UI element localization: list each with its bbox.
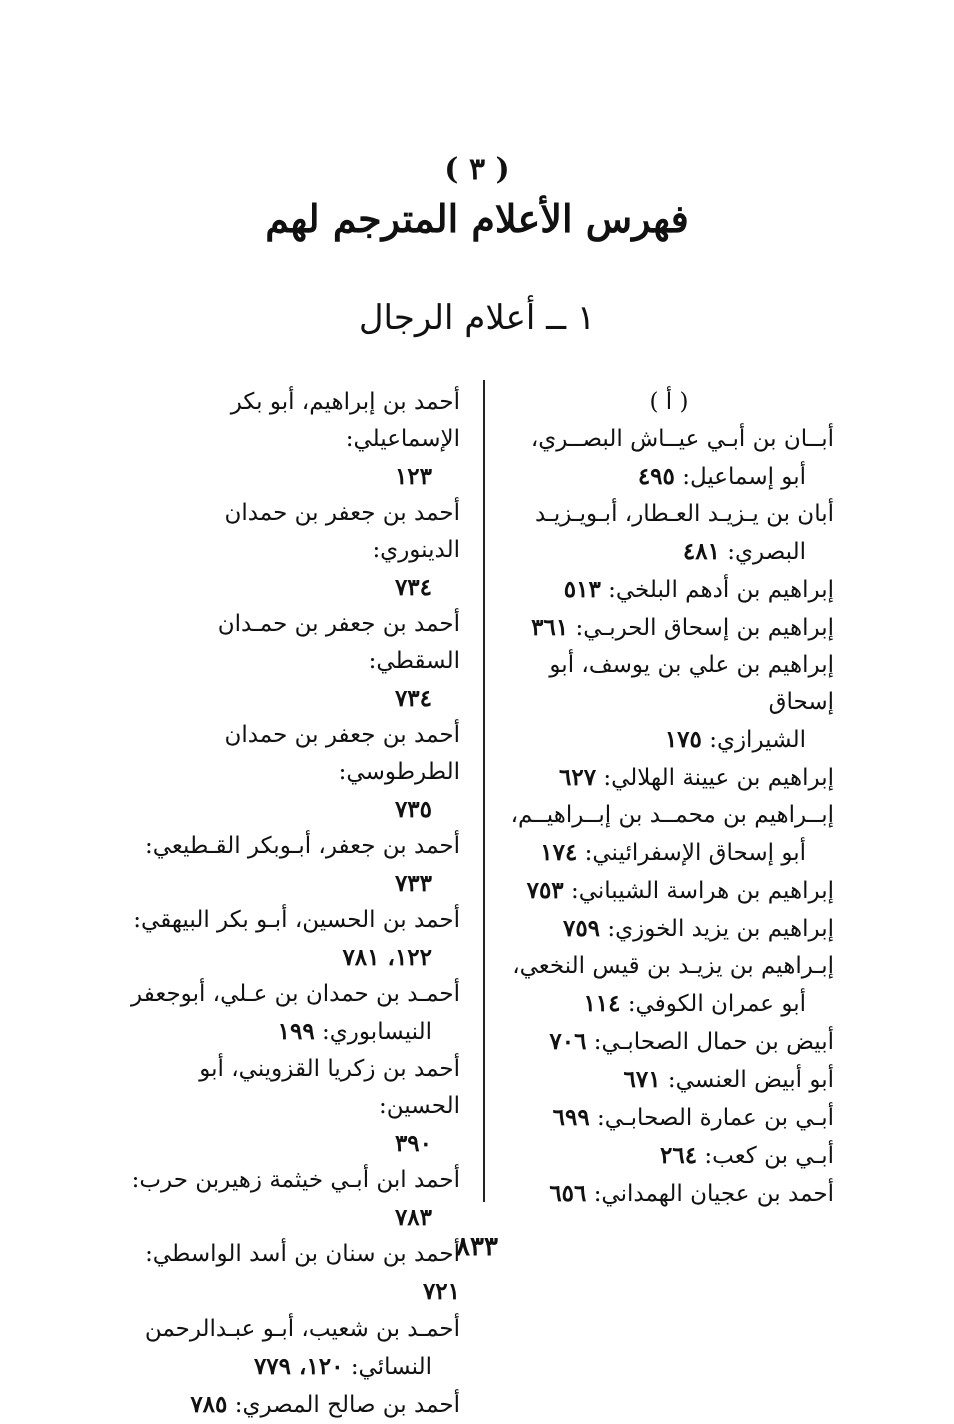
letter-heading: ( أ ) — [649, 389, 689, 415]
entry-name: أبـي بن كعب: — [704, 1143, 834, 1169]
index-entry — [504, 609, 834, 647]
index-entry — [504, 910, 834, 948]
entry-name: أحمد بن صالح المصري: — [234, 1392, 460, 1418]
entry-name: أبو أبيض العنسي: — [667, 1067, 834, 1093]
entry-name: أحمد بن عجيان الهمداني: — [593, 1181, 834, 1207]
entry-pages: ٧٠٦ — [549, 1028, 587, 1055]
entry-continuation: البصري: ٤٨١ — [682, 538, 806, 565]
index-entry — [504, 421, 834, 496]
entry-pages: ١١٤ — [583, 990, 621, 1017]
entry-pages: ٧٣٤ — [394, 574, 432, 601]
index-entry — [130, 902, 460, 976]
index-entry — [504, 1061, 834, 1099]
entry-pages: ١٧٤ — [540, 839, 578, 866]
entry-pages: ١٩٩ — [277, 1018, 315, 1045]
entry-pages: ٦٧١ — [623, 1066, 661, 1093]
entry-continuation: الشيرازي: ١٧٥ — [664, 726, 806, 753]
entry-pages: ٧٣٤ — [394, 685, 432, 712]
index-entry — [130, 717, 460, 828]
entry-name: أحمد بن الحسين، أبـو بكر البيهقي: — [133, 907, 460, 933]
entry-pages: ٤٩٥ — [637, 463, 675, 490]
index-entry — [504, 1099, 834, 1137]
entry-name: أبان بن يـزيـد العـطار، أبـويـزيـد — [535, 501, 834, 527]
entry-name: أحمد بن جعفر بن حمـدان السقطي: — [217, 611, 460, 674]
entry-pages: ٣٩٠ — [394, 1130, 432, 1157]
index-entry — [504, 1137, 834, 1175]
entry-continuation: النسائي: ١٢٠، ٧٧٩ — [253, 1353, 432, 1380]
entry-pages: ٦٢٧ — [559, 764, 597, 791]
index-entry — [130, 1162, 460, 1236]
entry-pages: ١٢٣ — [394, 463, 432, 490]
entry-pages: ٧٢١ — [422, 1278, 460, 1305]
entry-pages: ٤٨١ — [682, 538, 720, 565]
right-column — [504, 384, 834, 1213]
entry-pages: ٦٥٦ — [549, 1180, 587, 1207]
left-column — [130, 384, 460, 1424]
entry-name: إبـراهيم بن يزيـد بن قيس النخعي، — [512, 953, 834, 979]
entry-name: أحمد بن جعفر بن حمدان الطرطوسي: — [224, 722, 460, 785]
entry-pages: ٧٨٥ — [190, 1391, 228, 1418]
entry-name: إبراهيم بن أدهم البلخي: — [608, 577, 834, 603]
entry-name: أبـي بن عمارة الصحابـي: — [597, 1105, 834, 1131]
index-entry — [504, 496, 834, 571]
index-entry — [504, 647, 834, 759]
entry-name: إبراهيم بن إسحاق الحربـي: — [575, 615, 834, 641]
entry-pages: ٧٥٣ — [526, 877, 564, 904]
entry-continuation: أبو إسماعيل: ٤٩٥ — [637, 463, 806, 490]
index-entry — [504, 1023, 834, 1061]
entry-continuation: أبو عمران الكوفي: ١١٤ — [583, 990, 806, 1017]
entry-name: إبراهيم بن عيينة الهلالي: — [603, 765, 834, 791]
entry-name: أحمد ابن أبـي خيثمة زهيربن حرب: — [131, 1167, 460, 1193]
entry-name: إبــراهيم بن محمــد بن إبــراهيــم، — [510, 802, 834, 828]
index-entry — [130, 384, 460, 495]
sub-heading: ١ ــ أعلام الرجال — [358, 298, 596, 338]
index-entry — [504, 948, 834, 1023]
entry-name: إبراهيم بن يزيد الخوزي: — [607, 916, 834, 942]
entry-name: أحمد بن إبراهيم، أبو بكر الإسماعيلي: — [230, 389, 460, 452]
entry-pages: ٧٣٣ — [394, 870, 432, 897]
entry-name: أحمد بن زكريا القزويني، أبو الحسين: — [199, 1056, 460, 1119]
index-title: فهرس الأعلام المترجم لهم — [265, 196, 689, 241]
section-number: ( ٣ ) — [444, 152, 510, 187]
entry-pages: ١٢٠، ٧٧٩ — [253, 1353, 344, 1380]
entry-continuation: النيسابوري: ١٩٩ — [277, 1018, 432, 1045]
index-entry — [130, 495, 460, 606]
entry-name: إبراهيم بن علي بن يوسف، أبو إسحاق — [549, 652, 834, 715]
entry-pages: ٧٨٣ — [394, 1204, 432, 1231]
index-entry — [130, 606, 460, 717]
entry-name: إبراهيم بن هراسة الشيباني: — [570, 878, 834, 904]
entry-name: أحمد بن جعفر بن حمدان الدينوري: — [224, 500, 460, 563]
entry-pages: ٣٦١ — [531, 614, 569, 641]
entry-pages: ٦٩٩ — [552, 1104, 590, 1131]
entry-pages: ٧٣٥ — [394, 796, 432, 823]
entry-pages: ١٢٢، ٧٨١ — [342, 944, 432, 971]
index-entry — [130, 976, 460, 1051]
entry-pages: ٢٦٤ — [660, 1142, 698, 1169]
index-entry — [130, 828, 460, 902]
index-entry — [130, 1311, 460, 1386]
index-entry — [130, 1051, 460, 1162]
entry-name: أحمـد بن حمدان بن عـلي، أبوجعفر — [131, 981, 460, 1007]
index-entry — [504, 759, 834, 797]
page-number: ٨٣٣ — [456, 1232, 498, 1262]
entry-pages: ٧٥٩ — [562, 915, 601, 942]
entry-name: أبيض بن حمال الصحابـي: — [593, 1029, 834, 1055]
entry-name: أحمـد بن شعيب، أبـو عبـدالرحمن — [144, 1316, 460, 1342]
entry-name: أحمد بن سنان بن أسد الواسطي: — [145, 1241, 460, 1267]
column-divider — [483, 380, 485, 1202]
index-entry — [504, 872, 834, 910]
index-entry — [130, 1386, 460, 1424]
index-entry — [504, 571, 834, 609]
entry-name: أحمد بن جعفر، أبـوبكر القـطيعي: — [145, 833, 460, 859]
index-entry — [504, 1175, 834, 1213]
entry-pages: ٥١٣ — [563, 576, 601, 603]
entry-continuation: أبو إسحاق الإسفرائيني: ١٧٤ — [540, 839, 806, 866]
entry-name: أبــان بن أبـي عيــاش البصــري، — [530, 426, 834, 452]
entry-pages: ١٧٥ — [664, 726, 702, 753]
index-entry — [504, 797, 834, 872]
